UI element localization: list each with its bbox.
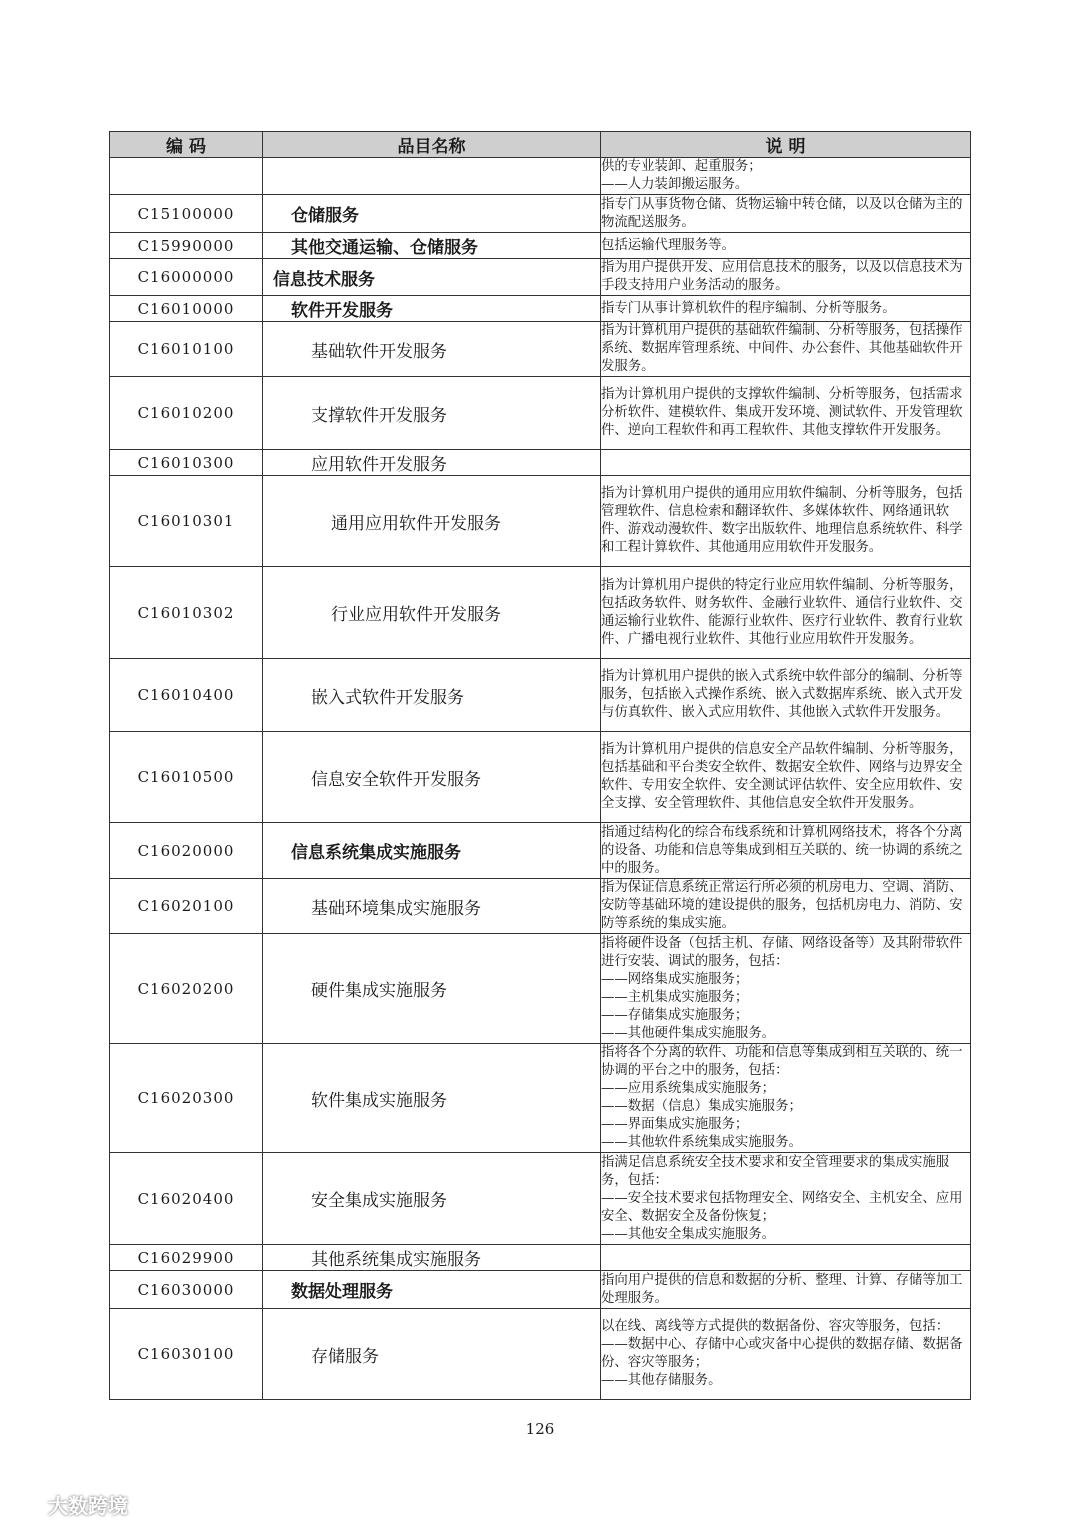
table-row <box>110 296 971 322</box>
row-name: 其他系统集成实施服务 <box>263 1245 601 1271</box>
table-row <box>110 322 971 377</box>
row-code: C16020400 <box>110 1153 263 1245</box>
row-desc: 以在线、离线等方式提供的数据备份、容灾等服务，包括： ——数据中心、存储中心或灾备中心提供的数据存储、数据备份、容灾等服务； ——其他存储服务。 <box>601 1309 971 1400</box>
row-name: 通用应用软件开发服务 <box>263 476 601 567</box>
table-row <box>110 879 971 934</box>
row-desc: 指专门从事计算机软件的程序编制、分析等服务。 <box>601 296 971 322</box>
table-row <box>110 1309 971 1400</box>
header-code: 编 码 <box>110 132 263 158</box>
table-row <box>110 195 971 233</box>
watermark-text: 大数跨境 <box>48 1494 128 1518</box>
row-code: C16000000 <box>110 259 263 296</box>
row-desc: 指为保证信息系统正常运行所必须的机房电力、空调、消防、安防等基础环境的建设提供的服务，包括机房电力、消防、安防等系统的集成实施。 <box>601 879 971 934</box>
row-code: C16010301 <box>110 476 263 567</box>
row-code: C16020300 <box>110 1044 263 1153</box>
watermark <box>10 1490 128 1519</box>
row-code: C16010400 <box>110 659 263 732</box>
row-code: C16010300 <box>110 450 263 476</box>
table-row <box>110 567 971 659</box>
table-row <box>110 934 971 1044</box>
table-row <box>110 732 971 823</box>
header-desc: 说 明 <box>601 132 971 158</box>
row-name: 行业应用软件开发服务 <box>263 567 601 659</box>
row-name: 数据处理服务 <box>263 1271 601 1309</box>
header-name: 品目名称 <box>263 132 601 158</box>
row-code: C16020100 <box>110 879 263 934</box>
row-name: 基础软件开发服务 <box>263 322 601 377</box>
row-name: 基础环境集成实施服务 <box>263 879 601 934</box>
table-row <box>110 659 971 732</box>
row-desc: 指为计算机用户提供的通用应用软件编制、分析等服务，包括管理软件、信息检索和翻译软件、多媒体软件、网络通讯软件、游戏动漫软件、数字出版软件、地理信息系统软件、科学和工程计算软件、其他通用应用软件开发服务。 <box>601 476 971 567</box>
row-name: 软件开发服务 <box>263 296 601 322</box>
row-name: 支撑软件开发服务 <box>263 377 601 450</box>
row-name: 信息系统集成实施服务 <box>263 823 601 879</box>
row-desc: 指通过结构化的综合布线系统和计算机网络技术，将各个分离的设备、功能和信息等集成到相互关联的、统一协调的系统之中的服务。 <box>601 823 971 879</box>
row-name: 嵌入式软件开发服务 <box>263 659 601 732</box>
row-code: C15100000 <box>110 195 263 233</box>
row-code: C16030000 <box>110 1271 263 1309</box>
table-row <box>110 1153 971 1245</box>
row-desc: 指将各个分离的软件、功能和信息等集成到相互关联的、统一协调的平台之中的服务，包括： ——应用系统集成实施服务； ——数据（信息）集成实施服务； ——界面集成实施服务； ——其他软件系统集成实施服务。 <box>601 1044 971 1153</box>
table-body <box>110 158 971 1400</box>
row-code: C16020000 <box>110 823 263 879</box>
row-name: 其他交通运输、仓储服务 <box>263 233 601 259</box>
row-code: C16030100 <box>110 1309 263 1400</box>
row-desc: 指为用户提供开发、应用信息技术的服务，以及以信息技术为手段支持用户业务活动的服务。 <box>601 259 971 296</box>
row-name: 安全集成实施服务 <box>263 1153 601 1245</box>
row-code: C16010200 <box>110 377 263 450</box>
row-code <box>110 158 263 195</box>
row-desc: 指向用户提供的信息和数据的分析、整理、计算、存储等加工处理服务。 <box>601 1271 971 1309</box>
table-row <box>110 476 971 567</box>
row-desc: 指为计算机用户提供的基础软件编制、分析等服务，包括操作系统、数据库管理系统、中间件、办公套件、其他基础软件开发服务。 <box>601 322 971 377</box>
catalog-table <box>109 131 971 1400</box>
row-desc: 供的专业装卸、起重服务； ——人力装卸搬运服务。 <box>601 158 971 195</box>
page-number: 126 <box>525 1420 555 1438</box>
row-code: C16010100 <box>110 322 263 377</box>
table-row <box>110 450 971 476</box>
table-row <box>110 377 971 450</box>
row-desc: 指为计算机用户提供的支撑软件编制、分析等服务，包括需求分析软件、建模软件、集成开发环境、测试软件、开发管理软件、逆向工程软件和再工程软件、其他支撑软件开发服务。 <box>601 377 971 450</box>
row-code: C16020200 <box>110 934 263 1044</box>
row-desc: 指专门从事货物仓储、货物运输中转仓储，以及以仓储为主的物流配送服务。 <box>601 195 971 233</box>
row-desc <box>601 450 971 476</box>
row-name <box>263 158 601 195</box>
row-name: 信息技术服务 <box>263 259 601 296</box>
row-name: 硬件集成实施服务 <box>263 934 601 1044</box>
table-row <box>110 233 971 259</box>
row-code: C15990000 <box>110 233 263 259</box>
row-code: C16010302 <box>110 567 263 659</box>
row-desc: 包括运输代理服务等。 <box>601 233 971 259</box>
row-name: 软件集成实施服务 <box>263 1044 601 1153</box>
row-name: 存储服务 <box>263 1309 601 1400</box>
table-row <box>110 823 971 879</box>
weibo-logo-icon <box>10 1494 44 1516</box>
row-desc: 指满足信息系统安全技术要求和安全管理要求的集成实施服务，包括： ——安全技术要求包括物理安全、网络安全、主机安全、应用安全、数据安全及备份恢复； ——其他安全集成实施服务。 <box>601 1153 971 1245</box>
row-desc: 指将硬件设备（包括主机、存储、网络设备等）及其附带软件进行安装、调试的服务，包括： ——网络集成实施服务； ——主机集成实施服务； ——存储集成实施服务； ——其他硬件集成实施服务。 <box>601 934 971 1044</box>
table-row <box>110 1044 971 1153</box>
table-row <box>110 1271 971 1309</box>
row-desc: 指为计算机用户提供的嵌入式系统中软件部分的编制、分析等服务，包括嵌入式操作系统、嵌入式数据库系统、嵌入式开发与仿真软件、嵌入式应用软件、其他嵌入式软件开发服务。 <box>601 659 971 732</box>
row-code: C16010500 <box>110 732 263 823</box>
table-row <box>110 1245 971 1271</box>
row-name: 仓储服务 <box>263 195 601 233</box>
header-row <box>110 132 971 158</box>
row-desc <box>601 1245 971 1271</box>
row-desc: 指为计算机用户提供的特定行业应用软件编制、分析等服务，包括政务软件、财务软件、金融行业软件、通信行业软件、交通运输行业软件、能源行业软件、医疗行业软件、教育行业软件、广播电视行业软件、其他行业应用软件开发服务。 <box>601 567 971 659</box>
row-name: 应用软件开发服务 <box>263 450 601 476</box>
row-code: C16010000 <box>110 296 263 322</box>
table-header <box>110 132 971 158</box>
row-desc: 指为计算机用户提供的信息安全产品软件编制、分析等服务，包括基础和平台类安全软件、数据安全软件、网络与边界安全软件、专用安全软件、安全测试评估软件、安全应用软件、安全支撑、安全管理软件、其他信息安全软件开发服务。 <box>601 732 971 823</box>
table-row <box>110 259 971 296</box>
table-row <box>110 158 971 195</box>
row-name: 信息安全软件开发服务 <box>263 732 601 823</box>
row-code: C16029900 <box>110 1245 263 1271</box>
